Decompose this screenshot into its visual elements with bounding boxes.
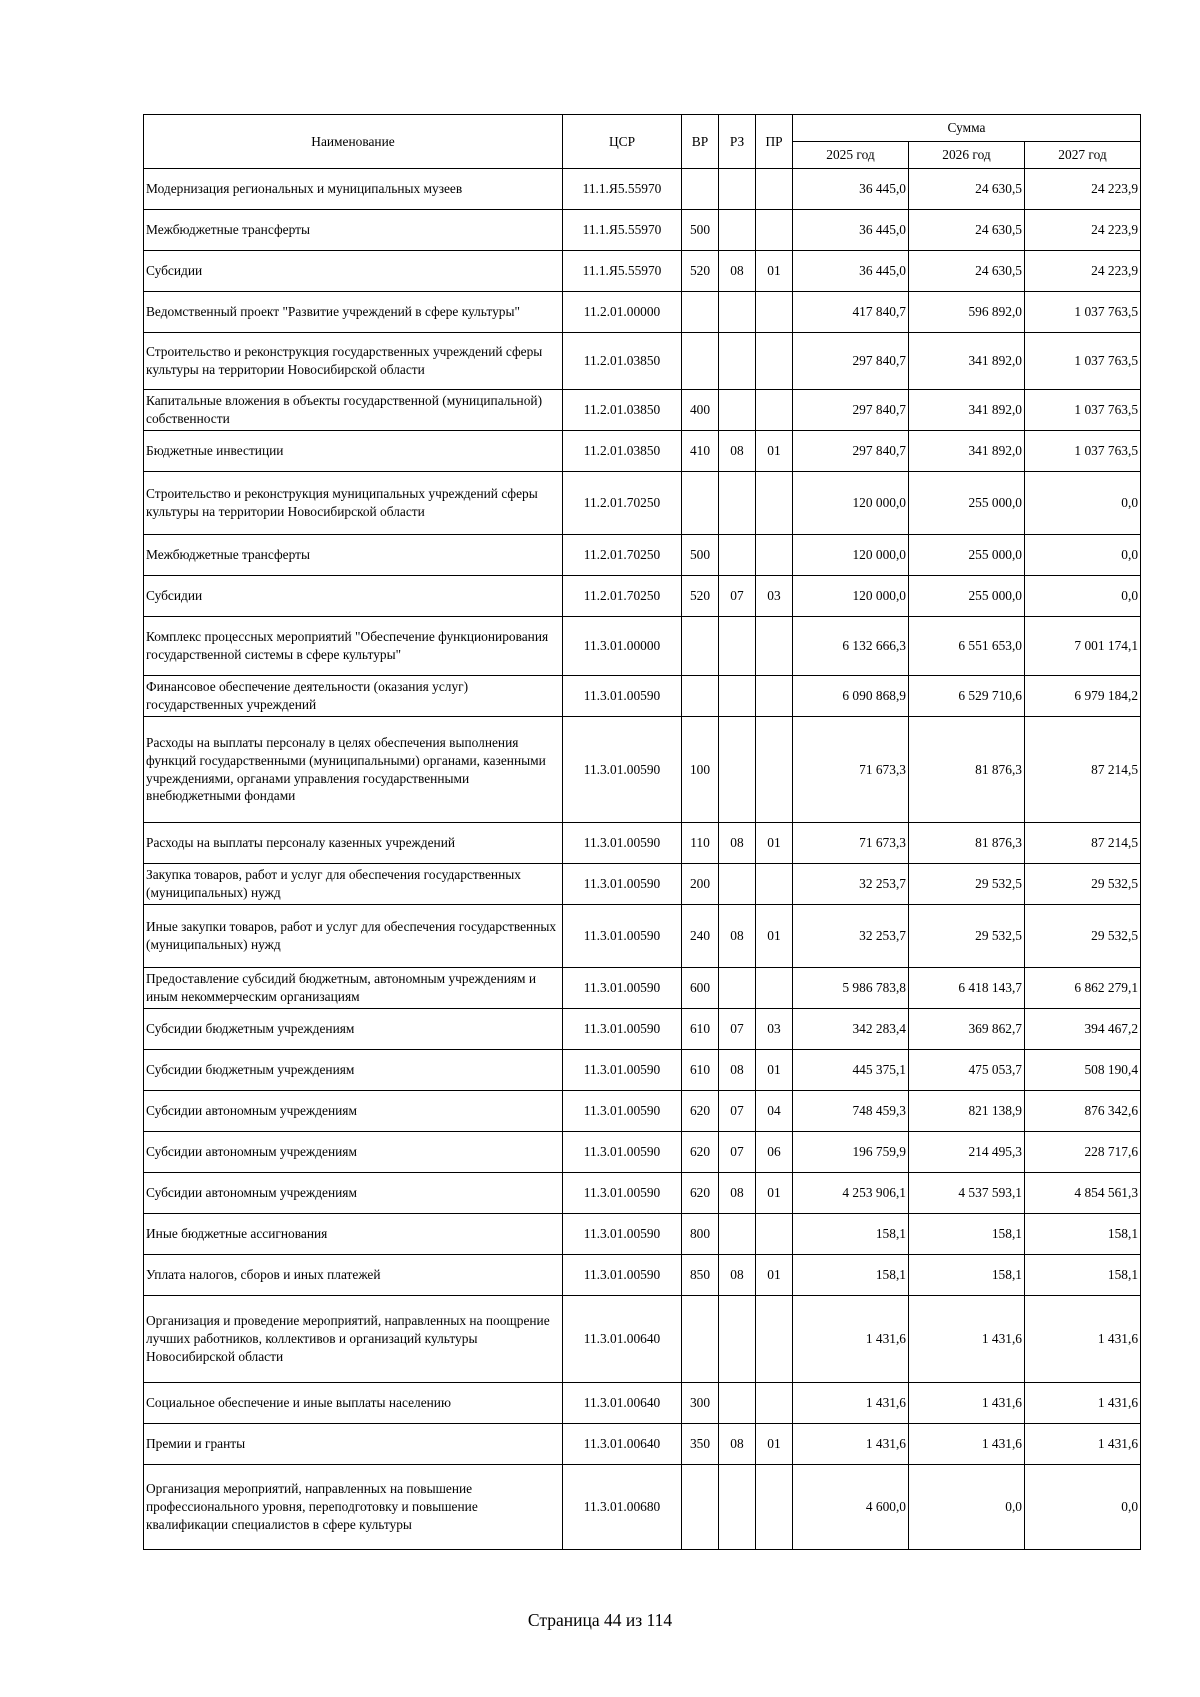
cell-name: Организация мероприятий, направленных на повышение профессионального уровня, переподготовку и повышение квалификации специалистов в сфере культуры xyxy=(144,1465,563,1550)
cell-name: Комплекс процессных мероприятий "Обеспечение функционирования государственной системы в сфере культуры" xyxy=(144,617,563,676)
cell-rz: 07 xyxy=(719,576,756,617)
cell-pr xyxy=(756,1383,793,1424)
cell-pr xyxy=(756,968,793,1009)
cell-v2025: 32 253,7 xyxy=(793,905,909,968)
cell-v2027: 6 979 184,2 xyxy=(1025,676,1141,717)
table-header xyxy=(144,115,1141,169)
cell-csr: 11.3.01.00590 xyxy=(563,717,682,823)
header-year-2025: 2025 год xyxy=(793,142,909,169)
cell-v2026: 24 630,5 xyxy=(909,251,1025,292)
cell-v2027: 0,0 xyxy=(1025,535,1141,576)
cell-v2026: 214 495,3 xyxy=(909,1132,1025,1173)
cell-vr: 620 xyxy=(682,1132,719,1173)
cell-v2026: 29 532,5 xyxy=(909,864,1025,905)
cell-v2025: 36 445,0 xyxy=(793,169,909,210)
table-row xyxy=(144,210,1141,251)
table-row xyxy=(144,333,1141,390)
cell-v2026: 1 431,6 xyxy=(909,1296,1025,1383)
cell-pr: 04 xyxy=(756,1091,793,1132)
table-row xyxy=(144,1424,1141,1465)
cell-v2026: 1 431,6 xyxy=(909,1424,1025,1465)
cell-v2027: 6 862 279,1 xyxy=(1025,968,1141,1009)
cell-v2025: 1 431,6 xyxy=(793,1383,909,1424)
cell-vr: 110 xyxy=(682,823,719,864)
cell-rz xyxy=(719,864,756,905)
cell-name: Предоставление субсидий бюджетным, автономным учреждениям и иным некоммерческим организациям xyxy=(144,968,563,1009)
cell-v2026: 369 862,7 xyxy=(909,1009,1025,1050)
cell-v2025: 71 673,3 xyxy=(793,717,909,823)
cell-v2025: 6 090 868,9 xyxy=(793,676,909,717)
table-row xyxy=(144,1132,1141,1173)
table-row xyxy=(144,905,1141,968)
cell-rz xyxy=(719,535,756,576)
cell-v2025: 297 840,7 xyxy=(793,431,909,472)
cell-vr: 500 xyxy=(682,210,719,251)
cell-pr xyxy=(756,210,793,251)
cell-csr: 11.2.01.70250 xyxy=(563,535,682,576)
header-csr: ЦСР xyxy=(563,115,682,169)
cell-vr xyxy=(682,617,719,676)
table-body xyxy=(144,169,1141,1550)
cell-v2026: 0,0 xyxy=(909,1465,1025,1550)
cell-vr xyxy=(682,1296,719,1383)
header-sum: Сумма xyxy=(793,115,1141,142)
cell-vr: 410 xyxy=(682,431,719,472)
cell-vr: 350 xyxy=(682,1424,719,1465)
cell-rz: 08 xyxy=(719,1173,756,1214)
cell-v2026: 255 000,0 xyxy=(909,535,1025,576)
cell-rz: 08 xyxy=(719,431,756,472)
cell-v2027: 158,1 xyxy=(1025,1255,1141,1296)
cell-v2026: 24 630,5 xyxy=(909,169,1025,210)
cell-csr: 11.3.01.00640 xyxy=(563,1424,682,1465)
cell-rz: 08 xyxy=(719,1424,756,1465)
cell-csr: 11.3.01.00590 xyxy=(563,1214,682,1255)
cell-pr: 01 xyxy=(756,1173,793,1214)
cell-pr xyxy=(756,292,793,333)
table-row xyxy=(144,576,1141,617)
cell-v2025: 120 000,0 xyxy=(793,535,909,576)
cell-rz: 07 xyxy=(719,1091,756,1132)
cell-pr: 01 xyxy=(756,1050,793,1091)
cell-pr: 01 xyxy=(756,905,793,968)
cell-name: Субсидии автономным учреждениям xyxy=(144,1091,563,1132)
cell-csr: 11.2.01.03850 xyxy=(563,431,682,472)
cell-pr xyxy=(756,864,793,905)
cell-name: Уплата налогов, сборов и иных платежей xyxy=(144,1255,563,1296)
cell-pr xyxy=(756,676,793,717)
cell-v2026: 255 000,0 xyxy=(909,472,1025,535)
cell-rz: 07 xyxy=(719,1009,756,1050)
cell-name: Субсидии xyxy=(144,251,563,292)
cell-v2025: 158,1 xyxy=(793,1255,909,1296)
table-row xyxy=(144,431,1141,472)
cell-pr xyxy=(756,1214,793,1255)
cell-v2026: 821 138,9 xyxy=(909,1091,1025,1132)
cell-name: Расходы на выплаты персоналу в целях обеспечения выполнения функций государственными (муниципальными) органами, казенными учреждениями, органами управления государственными внебюджетными фондами xyxy=(144,717,563,823)
cell-csr: 11.3.01.00590 xyxy=(563,1255,682,1296)
cell-rz: 08 xyxy=(719,251,756,292)
cell-csr: 11.3.01.00590 xyxy=(563,1009,682,1050)
cell-vr xyxy=(682,333,719,390)
cell-csr: 11.3.01.00590 xyxy=(563,676,682,717)
table-row xyxy=(144,717,1141,823)
cell-csr: 11.2.01.03850 xyxy=(563,390,682,431)
table-row xyxy=(144,390,1141,431)
cell-v2025: 32 253,7 xyxy=(793,864,909,905)
cell-v2026: 158,1 xyxy=(909,1214,1025,1255)
header-pr: ПР xyxy=(756,115,793,169)
cell-name: Иные закупки товаров, работ и услуг для обеспечения государственных (муниципальных) нужд xyxy=(144,905,563,968)
cell-name: Закупка товаров, работ и услуг для обеспечения государственных (муниципальных) нужд xyxy=(144,864,563,905)
cell-name: Иные бюджетные ассигнования xyxy=(144,1214,563,1255)
cell-csr: 11.2.01.70250 xyxy=(563,576,682,617)
cell-pr: 01 xyxy=(756,1255,793,1296)
budget-table xyxy=(143,114,1141,1550)
cell-vr xyxy=(682,676,719,717)
cell-vr xyxy=(682,472,719,535)
cell-rz xyxy=(719,1465,756,1550)
cell-name: Строительство и реконструкция муниципальных учреждений сферы культуры на территории Новосибирской области xyxy=(144,472,563,535)
cell-v2025: 36 445,0 xyxy=(793,251,909,292)
cell-v2025: 120 000,0 xyxy=(793,472,909,535)
cell-vr: 200 xyxy=(682,864,719,905)
cell-vr: 620 xyxy=(682,1173,719,1214)
table-row xyxy=(144,292,1141,333)
cell-vr: 240 xyxy=(682,905,719,968)
cell-v2027: 29 532,5 xyxy=(1025,864,1141,905)
cell-rz xyxy=(719,617,756,676)
cell-csr: 11.3.01.00640 xyxy=(563,1383,682,1424)
cell-v2027: 1 037 763,5 xyxy=(1025,390,1141,431)
cell-v2025: 297 840,7 xyxy=(793,390,909,431)
cell-v2027: 1 037 763,5 xyxy=(1025,431,1141,472)
header-vr: ВР xyxy=(682,115,719,169)
cell-rz: 08 xyxy=(719,1050,756,1091)
header-rz: РЗ xyxy=(719,115,756,169)
table-row xyxy=(144,1009,1141,1050)
cell-v2027: 0,0 xyxy=(1025,472,1141,535)
cell-vr xyxy=(682,292,719,333)
cell-rz: 08 xyxy=(719,1255,756,1296)
cell-vr: 610 xyxy=(682,1050,719,1091)
cell-v2025: 417 840,7 xyxy=(793,292,909,333)
cell-v2027: 1 037 763,5 xyxy=(1025,333,1141,390)
cell-pr xyxy=(756,617,793,676)
cell-v2027: 1 037 763,5 xyxy=(1025,292,1141,333)
cell-v2025: 4 600,0 xyxy=(793,1465,909,1550)
table-row xyxy=(144,864,1141,905)
cell-rz xyxy=(719,717,756,823)
cell-v2027: 1 431,6 xyxy=(1025,1424,1141,1465)
cell-csr: 11.3.01.00590 xyxy=(563,968,682,1009)
cell-v2025: 342 283,4 xyxy=(793,1009,909,1050)
cell-rz xyxy=(719,333,756,390)
cell-name: Межбюджетные трансферты xyxy=(144,210,563,251)
table-row xyxy=(144,617,1141,676)
cell-v2027: 0,0 xyxy=(1025,1465,1141,1550)
cell-csr: 11.3.01.00590 xyxy=(563,1173,682,1214)
table-row xyxy=(144,1091,1141,1132)
cell-pr xyxy=(756,535,793,576)
cell-v2025: 196 759,9 xyxy=(793,1132,909,1173)
cell-name: Межбюджетные трансферты xyxy=(144,535,563,576)
cell-csr: 11.3.01.00640 xyxy=(563,1296,682,1383)
table-row xyxy=(144,1214,1141,1255)
cell-v2027: 24 223,9 xyxy=(1025,169,1141,210)
table-row xyxy=(144,169,1141,210)
cell-rz xyxy=(719,390,756,431)
cell-v2025: 36 445,0 xyxy=(793,210,909,251)
cell-v2027: 24 223,9 xyxy=(1025,210,1141,251)
cell-v2026: 475 053,7 xyxy=(909,1050,1025,1091)
cell-rz xyxy=(719,1214,756,1255)
cell-csr: 11.2.01.70250 xyxy=(563,472,682,535)
table-row xyxy=(144,251,1141,292)
cell-v2027: 1 431,6 xyxy=(1025,1383,1141,1424)
cell-name: Субсидии бюджетным учреждениям xyxy=(144,1050,563,1091)
cell-v2026: 29 532,5 xyxy=(909,905,1025,968)
cell-v2027: 394 467,2 xyxy=(1025,1009,1141,1050)
cell-pr xyxy=(756,1296,793,1383)
cell-csr: 11.2.01.03850 xyxy=(563,333,682,390)
cell-rz xyxy=(719,1383,756,1424)
cell-v2025: 748 459,3 xyxy=(793,1091,909,1132)
cell-rz: 08 xyxy=(719,905,756,968)
cell-vr: 850 xyxy=(682,1255,719,1296)
cell-v2026: 1 431,6 xyxy=(909,1383,1025,1424)
cell-vr: 520 xyxy=(682,251,719,292)
cell-csr: 11.3.01.00590 xyxy=(563,1091,682,1132)
cell-v2026: 81 876,3 xyxy=(909,717,1025,823)
cell-v2027: 228 717,6 xyxy=(1025,1132,1141,1173)
cell-v2027: 158,1 xyxy=(1025,1214,1141,1255)
cell-csr: 11.3.01.00590 xyxy=(563,823,682,864)
cell-v2026: 596 892,0 xyxy=(909,292,1025,333)
table-row xyxy=(144,1173,1141,1214)
cell-v2026: 6 551 653,0 xyxy=(909,617,1025,676)
cell-v2027: 876 342,6 xyxy=(1025,1091,1141,1132)
cell-pr: 01 xyxy=(756,823,793,864)
cell-pr xyxy=(756,169,793,210)
table-row xyxy=(144,676,1141,717)
cell-pr: 01 xyxy=(756,431,793,472)
cell-v2027: 87 214,5 xyxy=(1025,823,1141,864)
cell-v2025: 71 673,3 xyxy=(793,823,909,864)
header-name: Наименование xyxy=(144,115,563,169)
page-number: Страница 44 из 114 xyxy=(527,1610,673,1630)
header-year-2026: 2026 год xyxy=(909,142,1025,169)
cell-vr: 800 xyxy=(682,1214,719,1255)
cell-name: Модернизация региональных и муниципальных музеев xyxy=(144,169,563,210)
cell-v2026: 24 630,5 xyxy=(909,210,1025,251)
cell-rz xyxy=(719,1296,756,1383)
cell-name: Субсидии автономным учреждениям xyxy=(144,1173,563,1214)
cell-name: Ведомственный проект "Развитие учреждений в сфере культуры" xyxy=(144,292,563,333)
cell-rz: 07 xyxy=(719,1132,756,1173)
cell-v2025: 1 431,6 xyxy=(793,1424,909,1465)
cell-rz xyxy=(719,210,756,251)
table-row xyxy=(144,472,1141,535)
cell-vr: 300 xyxy=(682,1383,719,1424)
cell-csr: 11.1.Я5.55970 xyxy=(563,251,682,292)
cell-vr xyxy=(682,169,719,210)
cell-name: Строительство и реконструкция государственных учреждений сферы культуры на территории Новосибирской области xyxy=(144,333,563,390)
cell-v2027: 87 214,5 xyxy=(1025,717,1141,823)
cell-v2025: 4 253 906,1 xyxy=(793,1173,909,1214)
cell-pr xyxy=(756,472,793,535)
cell-rz xyxy=(719,292,756,333)
cell-v2025: 1 431,6 xyxy=(793,1296,909,1383)
cell-name: Социальное обеспечение и иные выплаты населению xyxy=(144,1383,563,1424)
cell-vr xyxy=(682,1465,719,1550)
cell-name: Бюджетные инвестиции xyxy=(144,431,563,472)
cell-name: Финансовое обеспечение деятельности (оказания услуг) государственных учреждений xyxy=(144,676,563,717)
cell-rz xyxy=(719,676,756,717)
cell-v2025: 5 986 783,8 xyxy=(793,968,909,1009)
cell-v2027: 508 190,4 xyxy=(1025,1050,1141,1091)
cell-pr xyxy=(756,390,793,431)
cell-v2027: 7 001 174,1 xyxy=(1025,617,1141,676)
cell-vr: 620 xyxy=(682,1091,719,1132)
cell-pr: 06 xyxy=(756,1132,793,1173)
table-row xyxy=(144,1296,1141,1383)
cell-csr: 11.2.01.00000 xyxy=(563,292,682,333)
cell-v2025: 158,1 xyxy=(793,1214,909,1255)
cell-rz: 08 xyxy=(719,823,756,864)
cell-v2026: 255 000,0 xyxy=(909,576,1025,617)
cell-name: Субсидии xyxy=(144,576,563,617)
cell-v2025: 6 132 666,3 xyxy=(793,617,909,676)
cell-v2027: 0,0 xyxy=(1025,576,1141,617)
cell-v2026: 341 892,0 xyxy=(909,390,1025,431)
cell-vr: 520 xyxy=(682,576,719,617)
cell-v2026: 6 529 710,6 xyxy=(909,676,1025,717)
cell-pr xyxy=(756,333,793,390)
cell-name: Субсидии бюджетным учреждениям xyxy=(144,1009,563,1050)
table-row xyxy=(144,1383,1141,1424)
cell-v2027: 4 854 561,3 xyxy=(1025,1173,1141,1214)
cell-v2025: 297 840,7 xyxy=(793,333,909,390)
table-row xyxy=(144,968,1141,1009)
cell-csr: 11.3.01.00590 xyxy=(563,1132,682,1173)
cell-pr: 01 xyxy=(756,251,793,292)
cell-csr: 11.3.01.00680 xyxy=(563,1465,682,1550)
cell-csr: 11.3.01.00590 xyxy=(563,864,682,905)
cell-name: Субсидии автономным учреждениям xyxy=(144,1132,563,1173)
cell-csr: 11.3.01.00590 xyxy=(563,905,682,968)
cell-csr: 11.3.01.00000 xyxy=(563,617,682,676)
cell-csr: 11.3.01.00590 xyxy=(563,1050,682,1091)
cell-csr: 11.1.Я5.55970 xyxy=(563,210,682,251)
cell-v2026: 158,1 xyxy=(909,1255,1025,1296)
header-year-2027: 2027 год xyxy=(1025,142,1141,169)
cell-pr: 01 xyxy=(756,1424,793,1465)
cell-pr xyxy=(756,717,793,823)
cell-pr: 03 xyxy=(756,576,793,617)
cell-v2027: 29 532,5 xyxy=(1025,905,1141,968)
cell-csr: 11.1.Я5.55970 xyxy=(563,169,682,210)
cell-v2026: 341 892,0 xyxy=(909,333,1025,390)
cell-name: Капитальные вложения в объекты государственной (муниципальной) собственности xyxy=(144,390,563,431)
cell-name: Организация и проведение мероприятий, направленных на поощрение лучших работников, коллективов и организаций культуры Новосибирской области xyxy=(144,1296,563,1383)
table-row xyxy=(144,1465,1141,1550)
cell-v2025: 120 000,0 xyxy=(793,576,909,617)
cell-vr: 400 xyxy=(682,390,719,431)
cell-pr xyxy=(756,1465,793,1550)
cell-name: Расходы на выплаты персоналу казенных учреждений xyxy=(144,823,563,864)
cell-v2027: 24 223,9 xyxy=(1025,251,1141,292)
cell-v2026: 341 892,0 xyxy=(909,431,1025,472)
cell-rz xyxy=(719,169,756,210)
cell-vr: 600 xyxy=(682,968,719,1009)
cell-vr: 500 xyxy=(682,535,719,576)
cell-vr: 610 xyxy=(682,1009,719,1050)
cell-rz xyxy=(719,968,756,1009)
table-row xyxy=(144,1050,1141,1091)
table-row xyxy=(144,535,1141,576)
cell-v2027: 1 431,6 xyxy=(1025,1296,1141,1383)
cell-v2026: 6 418 143,7 xyxy=(909,968,1025,1009)
cell-rz xyxy=(719,472,756,535)
table-row xyxy=(144,1255,1141,1296)
cell-vr: 100 xyxy=(682,717,719,823)
cell-v2025: 445 375,1 xyxy=(793,1050,909,1091)
cell-name: Премии и гранты xyxy=(144,1424,563,1465)
cell-pr: 03 xyxy=(756,1009,793,1050)
cell-v2026: 4 537 593,1 xyxy=(909,1173,1025,1214)
cell-v2026: 81 876,3 xyxy=(909,823,1025,864)
table-row xyxy=(144,823,1141,864)
